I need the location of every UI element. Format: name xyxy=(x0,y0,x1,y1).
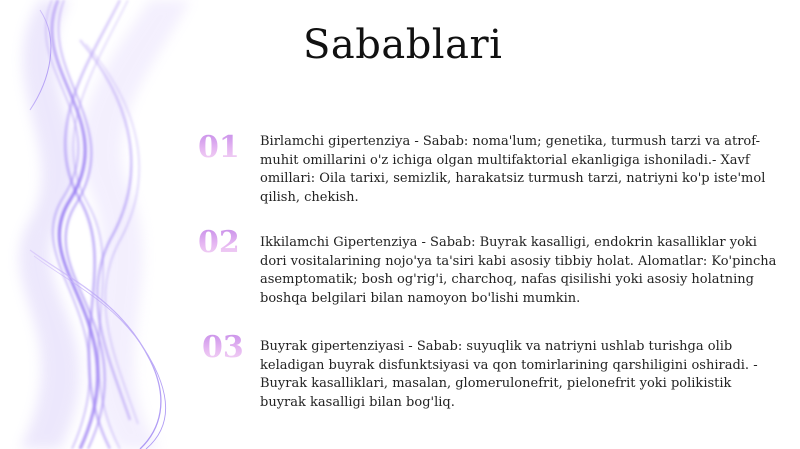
item-number: 02 xyxy=(198,225,240,260)
item-number: 01 xyxy=(198,130,240,165)
item-text: Birlamchi gipertenziya - Sabab: noma'lum; genetika, turmush tarzi va atrof-muhit omillarini o'z ichiga olgan multifaktorial ekanligiga ishoniladi.- Xavf omillari: Oila tarixi, semizlik, harakatsiz turmush tarzi, natriyni ko'p iste'mol qilish, chekish. xyxy=(260,134,766,205)
slide-title: Sabablari xyxy=(303,22,503,68)
item-number: 03 xyxy=(202,330,244,365)
item-text: Ikkilamchi Gipertenziya - Sabab: Buyrak kasalligi, endokrin kasalliklar yoki dori vositalarining nojo'ya ta'siri kabi asosiy tibbiy holat. Alomatlar: Ko'pincha asemptomatik; bosh og'rig'i, charchoq, nafas qisilishi yoki asosiy holatning boshqa belgilari bilan namoyon bo'lishi mumkin. xyxy=(260,235,777,306)
item-text: Buyrak gipertenziyasi - Sabab: suyuqlik va natriyni ushlab turishga olib keladigan buyrak disfunktsiyasi va qon tomirlarining qarshiligini oshiradi. - Buyrak kasalliklari, masalan, glomerulonefrit, pielonefrit yoki polikistik buyrak kasalligi bilan bog'liq. xyxy=(260,339,758,410)
